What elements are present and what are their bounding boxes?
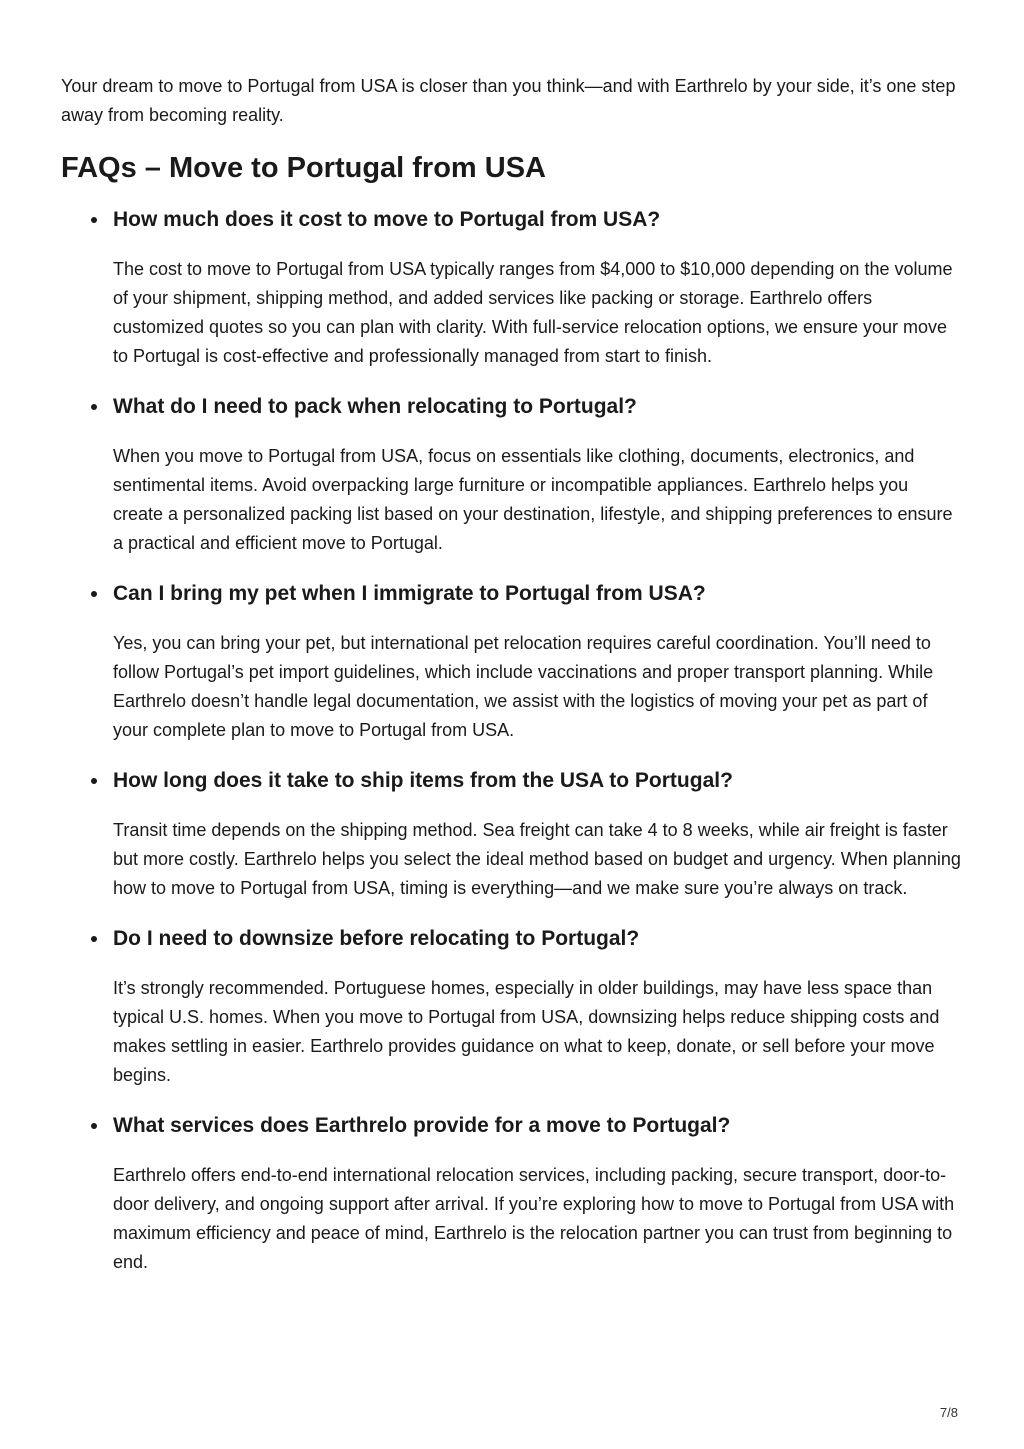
faq-question: What services does Earthrelo provide for a move to Portugal? <box>113 1114 731 1137</box>
faq-list <box>61 205 961 1277</box>
faq-answer: Earthrelo offers end-to-end international relocation services, including packing, secure transport, door-to-door delivery, and ongoing support after arrival. If you’re exploring how to move to Portugal from USA with maximum efficiency and peace of mind, Earthrelo is the relocation partner you can trust from beginning to end. <box>113 1165 955 1272</box>
faq-item <box>61 924 961 1090</box>
bullet-icon <box>91 217 97 223</box>
faq-answer: The cost to move to Portugal from USA typically ranges from $4,000 to $10,000 depending on the volume of your shipment, shipping method, and added services like packing or storage. Earthrelo offers customized quotes so you can plan with clarity. With full-service relocation options, we ensure your move to Portugal is cost-effective and professionally managed from start to finish. <box>113 259 953 366</box>
faq-question: What do I need to pack when relocating to Portugal? <box>113 395 637 418</box>
faq-answer: When you move to Portugal from USA, focus on essentials like clothing, documents, electronics, and sentimental items. Avoid overpacking large furniture or incompatible appliances. Earthrelo helps you create a personalized packing list based on your destination, lifestyle, and shipping preferences to ensure a practical and efficient move to Portugal. <box>113 446 953 553</box>
bullet-icon <box>91 591 97 597</box>
faq-answer: It’s strongly recommended. Portuguese homes, especially in older buildings, may have less space than typical U.S. homes. When you move to Portugal from USA, downsizing helps reduce shipping costs and makes settling in easier. Earthrelo provides guidance on what to keep, donate, or sell before your move begins. <box>113 978 940 1085</box>
faq-question: Can I bring my pet when I immigrate to Portugal from USA? <box>113 582 706 605</box>
faq-item <box>61 766 961 903</box>
faq-item <box>61 579 961 745</box>
faq-answer: Yes, you can bring your pet, but international pet relocation requires careful coordination. You’ll need to follow Portugal’s pet import guidelines, which include vaccinations and proper transport planning. While Earthrelo doesn’t handle legal documentation, we assist with the logistics of moving your pet as part of your complete plan to move to Portugal from USA. <box>113 633 934 740</box>
faq-heading: FAQs – Move to Portugal from USA <box>61 152 546 184</box>
bullet-icon <box>91 778 97 784</box>
faq-item <box>61 392 961 558</box>
page-number: 7/8 <box>939 1405 958 1420</box>
faq-question: How much does it cost to move to Portugal from USA? <box>113 208 661 231</box>
faq-question: How long does it take to ship items from the USA to Portugal? <box>113 769 733 792</box>
bullet-icon <box>91 404 97 410</box>
document-page <box>61 72 961 1298</box>
bullet-icon <box>91 1123 97 1129</box>
bullet-icon <box>91 936 97 942</box>
faq-item <box>61 205 961 371</box>
faq-question: Do I need to downsize before relocating to Portugal? <box>113 927 640 950</box>
intro-paragraph: Your dream to move to Portugal from USA is closer than you think—and with Earthrelo by your side, it’s one step away from becoming reality. <box>61 76 956 125</box>
faq-item <box>61 1111 961 1277</box>
faq-answer: Transit time depends on the shipping method. Sea freight can take 4 to 8 weeks, while air freight is faster but more costly. Earthrelo helps you select the ideal method based on budget and urgency. When planning how to move to Portugal from USA, timing is everything—and we make sure you’re always on track. <box>113 820 961 898</box>
